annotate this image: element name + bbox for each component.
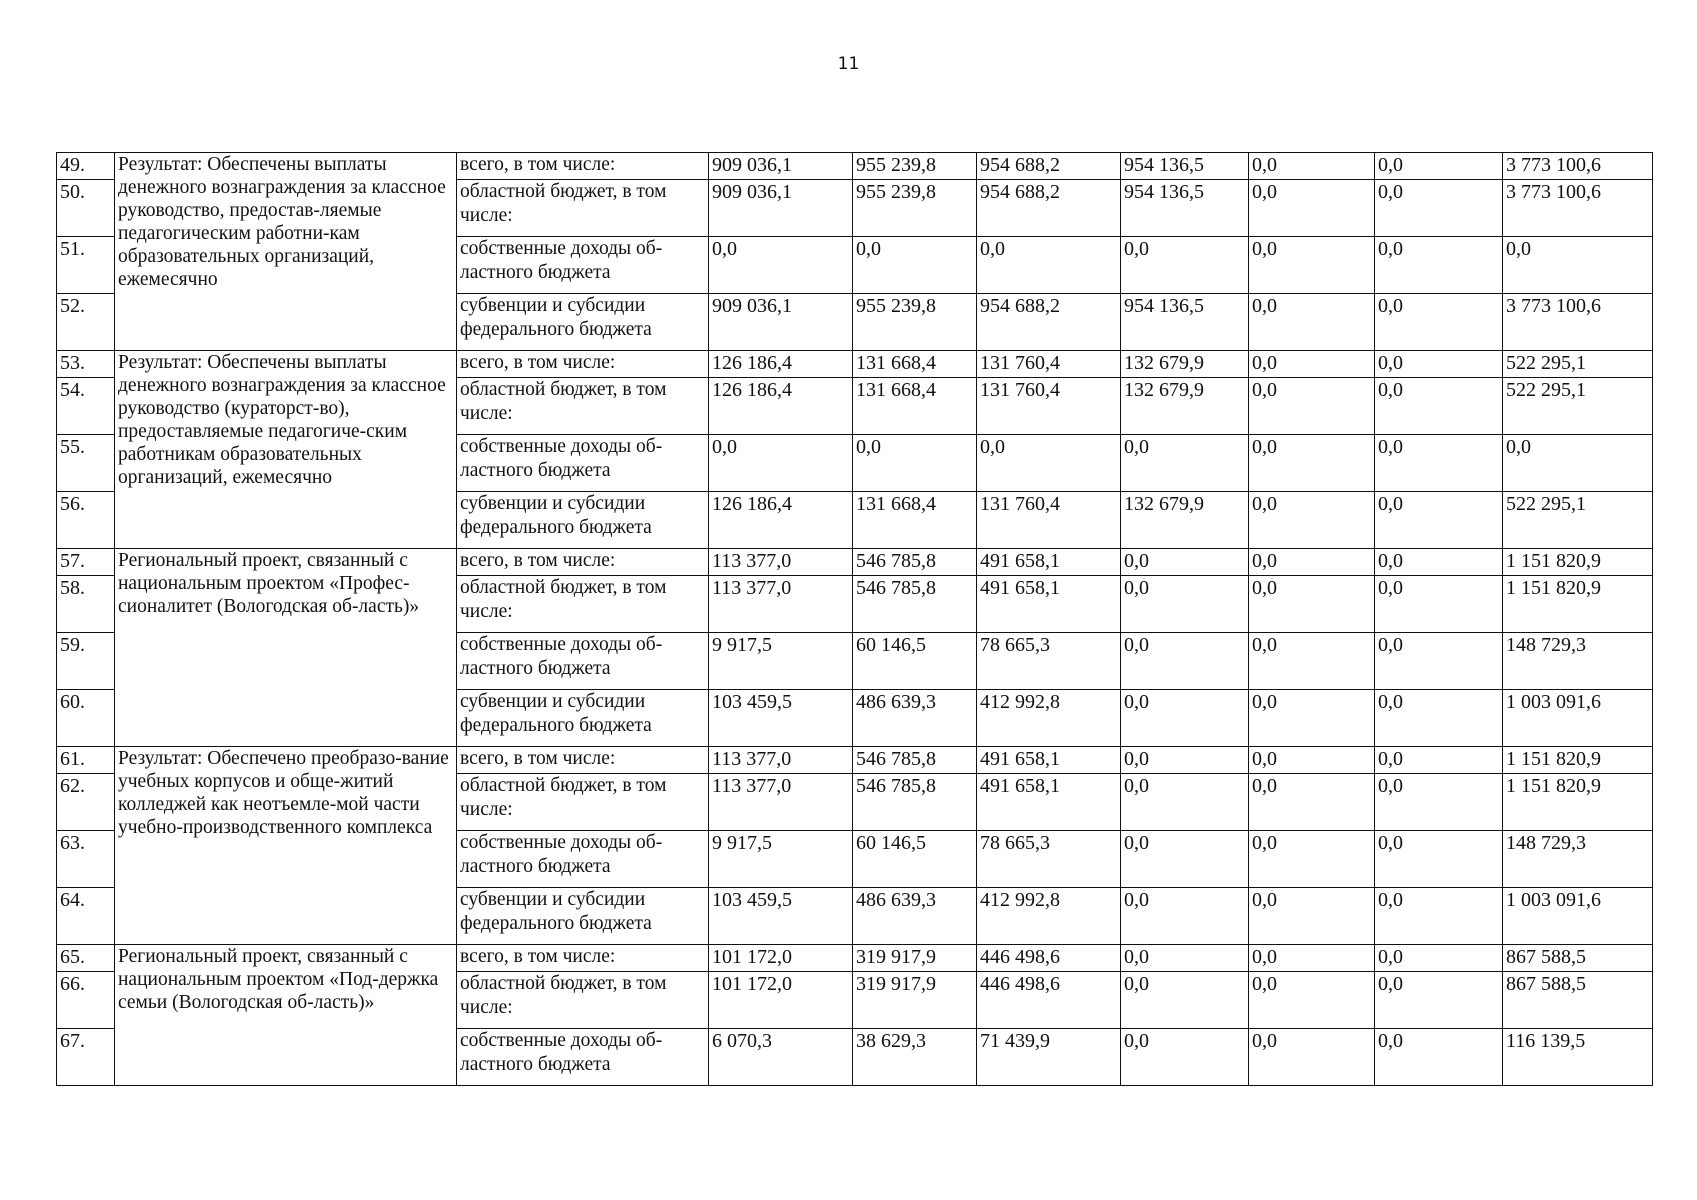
group-description: Результат: Обеспечено преобразо-вание учебных корпусов и обще-житий колледжей как неотъемле-мой части учебно-производственного комплекса bbox=[115, 747, 457, 945]
year-value: 0,0 bbox=[853, 435, 977, 492]
year-value: 0,0 bbox=[1249, 747, 1375, 774]
year-value: 0,0 bbox=[1121, 435, 1249, 492]
year-value: 60 146,5 bbox=[853, 831, 977, 888]
table-row bbox=[57, 747, 1653, 774]
table-body bbox=[57, 153, 1653, 1086]
funding-source: субвенции и субсидии федерального бюджета bbox=[457, 690, 709, 747]
row-number: 63. bbox=[57, 831, 115, 888]
table-row bbox=[57, 351, 1653, 378]
year-value: 113 377,0 bbox=[709, 747, 853, 774]
funding-source: всего, в том числе: bbox=[457, 351, 709, 378]
total-value: 522 295,1 bbox=[1503, 492, 1653, 549]
year-value: 0,0 bbox=[1375, 351, 1503, 378]
funding-source: областной бюджет, в том числе: bbox=[457, 378, 709, 435]
year-value: 78 665,3 bbox=[977, 831, 1121, 888]
year-value: 954 688,2 bbox=[977, 294, 1121, 351]
row-number: 59. bbox=[57, 633, 115, 690]
year-value: 0,0 bbox=[1249, 576, 1375, 633]
group-description: Результат: Обеспечены выплаты денежного вознаграждения за классное руководство, предостав-ляемые педагогическим работни-кам образовательных организаций, ежемесячно bbox=[115, 153, 457, 351]
year-value: 0,0 bbox=[1375, 435, 1503, 492]
year-value: 9 917,5 bbox=[709, 633, 853, 690]
table-row bbox=[57, 945, 1653, 972]
year-value: 0,0 bbox=[1375, 747, 1503, 774]
year-value: 0,0 bbox=[1121, 1029, 1249, 1086]
year-value: 0,0 bbox=[1375, 576, 1503, 633]
year-value: 0,0 bbox=[1249, 633, 1375, 690]
year-value: 0,0 bbox=[1121, 831, 1249, 888]
year-value: 101 172,0 bbox=[709, 972, 853, 1029]
year-value: 113 377,0 bbox=[709, 576, 853, 633]
year-value: 0,0 bbox=[1375, 774, 1503, 831]
year-value: 954 136,5 bbox=[1121, 180, 1249, 237]
year-value: 0,0 bbox=[1249, 888, 1375, 945]
funding-source: областной бюджет, в том числе: bbox=[457, 576, 709, 633]
total-value: 3 773 100,6 bbox=[1503, 180, 1653, 237]
year-value: 131 760,4 bbox=[977, 378, 1121, 435]
year-value: 546 785,8 bbox=[853, 774, 977, 831]
year-value: 0,0 bbox=[1121, 576, 1249, 633]
year-value: 909 036,1 bbox=[709, 180, 853, 237]
year-value: 0,0 bbox=[1121, 972, 1249, 1029]
year-value: 546 785,8 bbox=[853, 549, 977, 576]
year-value: 101 172,0 bbox=[709, 945, 853, 972]
page-number: 11 bbox=[837, 54, 860, 74]
row-number: 55. bbox=[57, 435, 115, 492]
year-value: 131 760,4 bbox=[977, 351, 1121, 378]
table-row bbox=[57, 549, 1653, 576]
year-value: 0,0 bbox=[977, 237, 1121, 294]
year-value: 0,0 bbox=[1121, 747, 1249, 774]
year-value: 0,0 bbox=[1375, 633, 1503, 690]
funding-source: собственные доходы об-ластного бюджета bbox=[457, 1029, 709, 1086]
total-value: 1 151 820,9 bbox=[1503, 576, 1653, 633]
year-value: 491 658,1 bbox=[977, 549, 1121, 576]
year-value: 0,0 bbox=[1249, 549, 1375, 576]
year-value: 954 136,5 bbox=[1121, 294, 1249, 351]
row-number: 53. bbox=[57, 351, 115, 378]
row-number: 60. bbox=[57, 690, 115, 747]
year-value: 412 992,8 bbox=[977, 690, 1121, 747]
year-value: 0,0 bbox=[1375, 972, 1503, 1029]
year-value: 0,0 bbox=[1375, 237, 1503, 294]
year-value: 0,0 bbox=[1121, 690, 1249, 747]
total-value: 1 151 820,9 bbox=[1503, 549, 1653, 576]
year-value: 0,0 bbox=[1249, 378, 1375, 435]
year-value: 0,0 bbox=[1249, 237, 1375, 294]
year-value: 954 136,5 bbox=[1121, 153, 1249, 180]
year-value: 0,0 bbox=[977, 435, 1121, 492]
year-value: 0,0 bbox=[1375, 888, 1503, 945]
total-value: 1 003 091,6 bbox=[1503, 888, 1653, 945]
year-value: 78 665,3 bbox=[977, 633, 1121, 690]
year-value: 0,0 bbox=[1121, 633, 1249, 690]
year-value: 412 992,8 bbox=[977, 888, 1121, 945]
year-value: 546 785,8 bbox=[853, 747, 977, 774]
year-value: 491 658,1 bbox=[977, 747, 1121, 774]
year-value: 0,0 bbox=[1249, 294, 1375, 351]
funding-source: областной бюджет, в том числе: bbox=[457, 774, 709, 831]
year-value: 0,0 bbox=[1249, 945, 1375, 972]
year-value: 0,0 bbox=[1121, 774, 1249, 831]
year-value: 0,0 bbox=[1249, 1029, 1375, 1086]
row-number: 57. bbox=[57, 549, 115, 576]
year-value: 954 688,2 bbox=[977, 153, 1121, 180]
year-value: 113 377,0 bbox=[709, 549, 853, 576]
year-value: 71 439,9 bbox=[977, 1029, 1121, 1086]
funding-source: всего, в том числе: bbox=[457, 747, 709, 774]
year-value: 131 668,4 bbox=[853, 351, 977, 378]
row-number: 49. bbox=[57, 153, 115, 180]
year-value: 0,0 bbox=[1375, 294, 1503, 351]
year-value: 491 658,1 bbox=[977, 774, 1121, 831]
year-value: 132 679,9 bbox=[1121, 351, 1249, 378]
year-value: 126 186,4 bbox=[709, 492, 853, 549]
row-number: 58. bbox=[57, 576, 115, 633]
row-number: 64. bbox=[57, 888, 115, 945]
year-value: 0,0 bbox=[1375, 153, 1503, 180]
total-value: 1 003 091,6 bbox=[1503, 690, 1653, 747]
year-value: 446 498,6 bbox=[977, 945, 1121, 972]
year-value: 38 629,3 bbox=[853, 1029, 977, 1086]
year-value: 131 668,4 bbox=[853, 378, 977, 435]
group-description: Результат: Обеспечены выплаты денежного вознаграждения за классное руководство (кураторст-во), предоставляемые педагогиче-ским работникам образовательных организаций, ежемесячно bbox=[115, 351, 457, 549]
total-value: 867 588,5 bbox=[1503, 972, 1653, 1029]
year-value: 0,0 bbox=[1375, 1029, 1503, 1086]
funding-source: всего, в том числе: bbox=[457, 945, 709, 972]
total-value: 522 295,1 bbox=[1503, 351, 1653, 378]
row-number: 66. bbox=[57, 972, 115, 1029]
funding-source: областной бюджет, в том числе: bbox=[457, 180, 709, 237]
total-value: 148 729,3 bbox=[1503, 633, 1653, 690]
row-number: 51. bbox=[57, 237, 115, 294]
row-number: 65. bbox=[57, 945, 115, 972]
year-value: 103 459,5 bbox=[709, 690, 853, 747]
year-value: 491 658,1 bbox=[977, 576, 1121, 633]
year-value: 6 070,3 bbox=[709, 1029, 853, 1086]
year-value: 955 239,8 bbox=[853, 180, 977, 237]
row-number: 50. bbox=[57, 180, 115, 237]
total-value: 3 773 100,6 bbox=[1503, 294, 1653, 351]
total-value: 0,0 bbox=[1503, 237, 1653, 294]
total-value: 867 588,5 bbox=[1503, 945, 1653, 972]
group-description: Региональный проект, связанный с национальным проектом «Под-держка семьи (Вологодская об-ласть)» bbox=[115, 945, 457, 1086]
year-value: 132 679,9 bbox=[1121, 492, 1249, 549]
row-number: 56. bbox=[57, 492, 115, 549]
year-value: 909 036,1 bbox=[709, 294, 853, 351]
year-value: 0,0 bbox=[1121, 945, 1249, 972]
year-value: 0,0 bbox=[1249, 774, 1375, 831]
year-value: 0,0 bbox=[1375, 180, 1503, 237]
year-value: 0,0 bbox=[1375, 492, 1503, 549]
table-row bbox=[57, 153, 1653, 180]
funding-source: областной бюджет, в том числе: bbox=[457, 972, 709, 1029]
year-value: 0,0 bbox=[1121, 237, 1249, 294]
year-value: 0,0 bbox=[1249, 492, 1375, 549]
year-value: 0,0 bbox=[1375, 945, 1503, 972]
year-value: 0,0 bbox=[1375, 831, 1503, 888]
year-value: 955 239,8 bbox=[853, 294, 977, 351]
total-value: 1 151 820,9 bbox=[1503, 774, 1653, 831]
year-value: 0,0 bbox=[1249, 153, 1375, 180]
year-value: 0,0 bbox=[1249, 690, 1375, 747]
year-value: 954 688,2 bbox=[977, 180, 1121, 237]
funding-source: субвенции и субсидии федерального бюджета bbox=[457, 888, 709, 945]
funding-source: субвенции и субсидии федерального бюджета bbox=[457, 492, 709, 549]
year-value: 126 186,4 bbox=[709, 378, 853, 435]
funding-source: субвенции и субсидии федерального бюджета bbox=[457, 294, 709, 351]
year-value: 132 679,9 bbox=[1121, 378, 1249, 435]
year-value: 0,0 bbox=[1121, 888, 1249, 945]
year-value: 0,0 bbox=[853, 237, 977, 294]
total-value: 116 139,5 bbox=[1503, 1029, 1653, 1086]
year-value: 546 785,8 bbox=[853, 576, 977, 633]
year-value: 0,0 bbox=[1375, 378, 1503, 435]
year-value: 60 146,5 bbox=[853, 633, 977, 690]
funding-source: собственные доходы об-ластного бюджета bbox=[457, 633, 709, 690]
total-value: 1 151 820,9 bbox=[1503, 747, 1653, 774]
year-value: 319 917,9 bbox=[853, 945, 977, 972]
year-value: 131 668,4 bbox=[853, 492, 977, 549]
funding-source: всего, в том числе: bbox=[457, 549, 709, 576]
row-number: 67. bbox=[57, 1029, 115, 1086]
year-value: 0,0 bbox=[1375, 690, 1503, 747]
year-value: 131 760,4 bbox=[977, 492, 1121, 549]
funding-source: собственные доходы об-ластного бюджета bbox=[457, 435, 709, 492]
year-value: 9 917,5 bbox=[709, 831, 853, 888]
funding-source: всего, в том числе: bbox=[457, 153, 709, 180]
year-value: 446 498,6 bbox=[977, 972, 1121, 1029]
year-value: 0,0 bbox=[1375, 549, 1503, 576]
year-value: 0,0 bbox=[1249, 435, 1375, 492]
total-value: 148 729,3 bbox=[1503, 831, 1653, 888]
row-number: 54. bbox=[57, 378, 115, 435]
funding-source: собственные доходы об-ластного бюджета bbox=[457, 237, 709, 294]
year-value: 486 639,3 bbox=[853, 690, 977, 747]
year-value: 126 186,4 bbox=[709, 351, 853, 378]
group-description: Региональный проект, связанный с национальным проектом «Профес-сионалитет (Вологодская об-ласть)» bbox=[115, 549, 457, 747]
year-value: 486 639,3 bbox=[853, 888, 977, 945]
year-value: 0,0 bbox=[1249, 972, 1375, 1029]
year-value: 955 239,8 bbox=[853, 153, 977, 180]
total-value: 522 295,1 bbox=[1503, 378, 1653, 435]
total-value: 0,0 bbox=[1503, 435, 1653, 492]
total-value: 3 773 100,6 bbox=[1503, 153, 1653, 180]
year-value: 0,0 bbox=[709, 237, 853, 294]
year-value: 0,0 bbox=[1249, 180, 1375, 237]
budget-table bbox=[56, 152, 1653, 1086]
year-value: 103 459,5 bbox=[709, 888, 853, 945]
row-number: 61. bbox=[57, 747, 115, 774]
funding-source: собственные доходы об-ластного бюджета bbox=[457, 831, 709, 888]
year-value: 319 917,9 bbox=[853, 972, 977, 1029]
year-value: 0,0 bbox=[1249, 831, 1375, 888]
year-value: 0,0 bbox=[1249, 351, 1375, 378]
row-number: 52. bbox=[57, 294, 115, 351]
year-value: 0,0 bbox=[1121, 549, 1249, 576]
row-number: 62. bbox=[57, 774, 115, 831]
year-value: 0,0 bbox=[709, 435, 853, 492]
year-value: 909 036,1 bbox=[709, 153, 853, 180]
year-value: 113 377,0 bbox=[709, 774, 853, 831]
